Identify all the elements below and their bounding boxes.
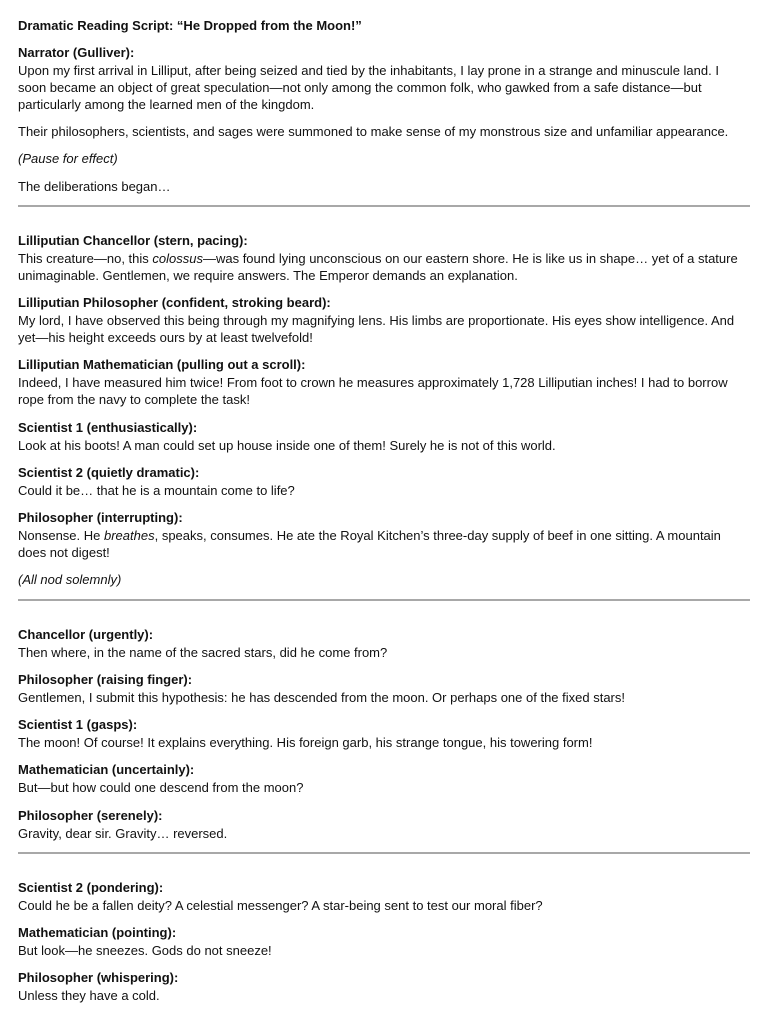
emphasized-word: colossus: [152, 250, 203, 266]
stage-direction: (Pause for effect): [18, 151, 118, 167]
dialogue-text: But look—he sneezes. Gods do not sneeze!: [18, 943, 272, 958]
dialogue-block: [18, 761, 750, 796]
dialogue-block: [18, 924, 750, 959]
speaker-label: Philosopher (raising finger):: [18, 671, 193, 687]
speaker-label: Mathematician (pointing):: [18, 925, 177, 940]
narration-text: Upon my first arrival in Lilliput, after being seized and tied by the inhabitants, I lay prone in a strange and minuscule land. I soon became an object of great speculation—not only among the common folk, who gawked from a safe distance—but particularly among the learned men of the kingdom.: [18, 62, 719, 112]
dialogue-block: [18, 716, 750, 751]
dialogue-block: [18, 671, 750, 706]
section-divider: [18, 599, 750, 601]
dialogue-block: [18, 232, 750, 284]
section-divider: [18, 852, 750, 854]
dialogue-text: [18, 250, 750, 284]
speaker-label: Scientist 1 (enthusiastically):: [18, 419, 198, 435]
dialogue-text-segment: , speaks, consumes. He ate the Royal Kitchen’s three-day supply of beef in one sitting. A mountain does not digest!: [18, 528, 721, 560]
dialogue-text: [18, 527, 750, 561]
dialogue-text: The moon! Of course! It explains everything. His foreign garb, his strange tongue, his towering form!: [18, 735, 593, 750]
speaker-label: Scientist 1 (gasps):: [18, 717, 138, 732]
dialogue-block: [18, 356, 750, 408]
section-divider: [18, 205, 750, 207]
script-page: [18, 0, 750, 1015]
speaker-label: Scientist 2 (pondering):: [18, 879, 164, 895]
speaker-label: Lilliputian Mathematician (pulling out a scroll):: [18, 357, 306, 373]
speaker-label: Philosopher (whispering):: [18, 970, 179, 986]
dialogue-text: Gentlemen, I submit this hypothesis: he has descended from the moon. Or perhaps one of the fixed stars!: [18, 689, 625, 705]
dialogue-block: [18, 879, 750, 914]
dialogue-block: [18, 626, 750, 661]
script-title: Dramatic Reading Script: “He Dropped from the Moon!”: [18, 17, 362, 33]
dialogue-block: [18, 419, 750, 454]
dialogue-text: Look at his boots! A man could set up house inside one of them! Surely he is not of this world.: [18, 437, 556, 453]
speaker-label: Lilliputian Chancellor (stern, pacing):: [18, 232, 248, 248]
dialogue-text-segment: Nonsense. He: [18, 528, 104, 543]
dialogue-block: [18, 807, 750, 842]
dialogue-text: Could it be… that he is a mountain come to life?: [18, 482, 295, 498]
speaker-label: Narrator (Gulliver):: [18, 44, 135, 60]
dialogue-text: Indeed, I have measured him twice! From foot to crown he measures approximately 1,728 Lilliputian inches! I had to borrow rope from the navy to complete the task!: [18, 375, 728, 408]
dialogue-text: Unless they have a cold.: [18, 988, 160, 1004]
emphasized-word: breathes: [104, 528, 155, 543]
dialogue-text: Then where, in the name of the sacred stars, did he come from?: [18, 644, 388, 660]
speaker-label: Scientist 2 (quietly dramatic):: [18, 464, 200, 480]
dialogue-block: [18, 509, 750, 561]
dialogue-block: [18, 294, 750, 346]
dialogue-block: [18, 969, 750, 1004]
dialogue-text-segment: —was found lying unconscious on our eastern shore. He is like us in shape… yet of a stature unimaginable. Gentlemen, we require answers. The Emperor demands an explanation.: [18, 250, 738, 283]
narration-text: Their philosophers, scientists, and sages were summoned to make sense of my monstrous size and unfamiliar appearance.: [18, 124, 729, 139]
narrator-block: [18, 44, 750, 113]
speaker-label: Philosopher (interrupting):: [18, 510, 183, 525]
dialogue-text: Gravity, dear sir. Gravity… reversed.: [18, 825, 228, 841]
stage-direction: (All nod solemnly): [18, 572, 122, 588]
speaker-label: Chancellor (urgently):: [18, 626, 154, 642]
speaker-label: Lilliputian Philosopher (confident, stroking beard):: [18, 295, 331, 310]
dialogue-block: [18, 464, 750, 499]
dialogue-text: But—but how could one descend from the moon?: [18, 780, 304, 796]
dialogue-text: My lord, I have observed this being through my magnifying lens. His limbs are proportionate. His eyes show intelligence. And yet—his height exceeds ours by at least twelvefold!: [18, 313, 735, 345]
speaker-label: Mathematician (uncertainly):: [18, 762, 195, 778]
dialogue-text-segment: This creature—no, this: [18, 250, 153, 266]
speaker-label: Philosopher (serenely):: [18, 807, 163, 823]
narration-text: The deliberations began…: [18, 178, 171, 194]
dialogue-text: Could he be a fallen deity? A celestial messenger? A star-being sent to test our moral fiber?: [18, 897, 543, 913]
